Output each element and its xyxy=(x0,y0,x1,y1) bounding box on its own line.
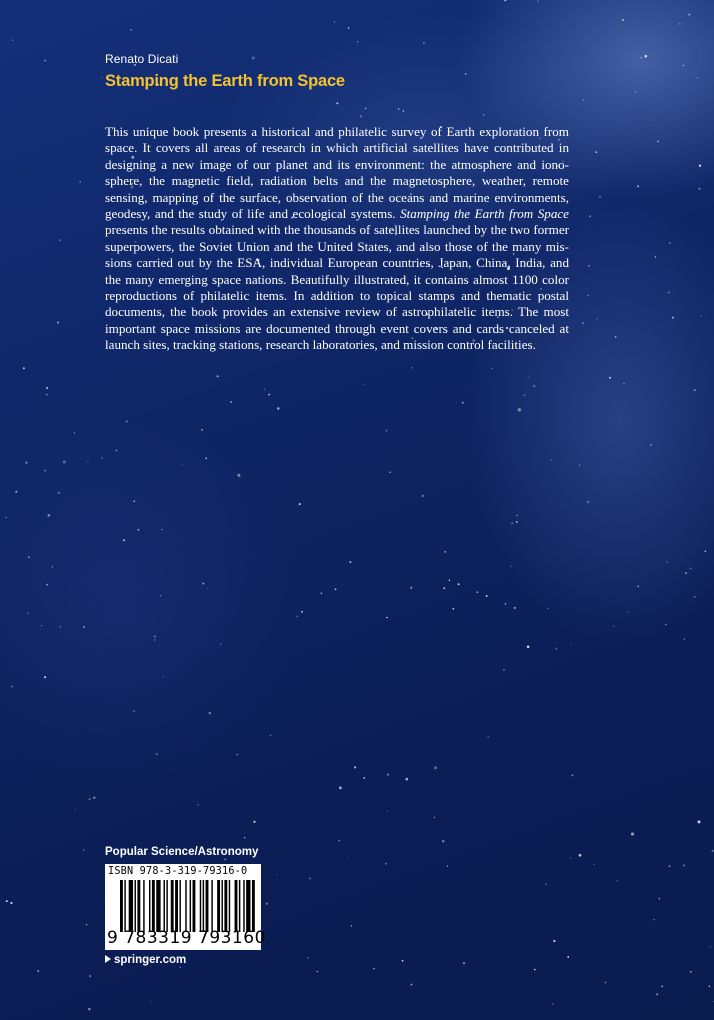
star xyxy=(126,420,128,422)
star xyxy=(46,387,48,389)
star xyxy=(83,626,85,628)
star xyxy=(133,710,135,712)
isbn-barcode xyxy=(105,864,266,950)
star xyxy=(710,946,711,947)
description-text-2: presents the results obtained with the thousands of satellites launched by the two former superpowers, the Soviet Union and the United States, and also those of the many missions carried out by the ESA, individual European countries, Japan, China, India, and the many emerging space nations. Beautifully illustrated, it contains almost 1100 color reproductions of philatelic items. In addition to topical stamps and thematic postal documents, the book provides an extensive review of astrophilatelic items. The most important space missions are documented through event covers and cards canceled at launch sites, tracking stations, research laboratories, and mission control facilities. xyxy=(105,222,569,353)
star xyxy=(207,588,208,589)
star xyxy=(5,517,7,519)
star xyxy=(638,586,639,587)
description-title-italic: Stamping the Earth from Space xyxy=(400,206,569,222)
star xyxy=(363,384,364,385)
star xyxy=(669,865,671,867)
star xyxy=(477,591,479,593)
star xyxy=(37,970,39,972)
barcode-bar xyxy=(175,880,178,932)
star xyxy=(588,295,590,297)
star xyxy=(59,240,60,241)
star xyxy=(410,587,412,589)
star xyxy=(657,141,659,143)
barcode-bar xyxy=(166,880,167,932)
star xyxy=(386,617,388,619)
star xyxy=(41,625,42,626)
star xyxy=(198,804,199,805)
star xyxy=(443,587,445,589)
star xyxy=(411,367,413,369)
star xyxy=(86,924,87,925)
star xyxy=(463,962,465,964)
star xyxy=(659,898,661,900)
star xyxy=(201,429,203,431)
star xyxy=(389,471,391,473)
isbn-label: ISBN 978-3-319-79316-0 xyxy=(108,866,248,877)
star xyxy=(60,626,62,628)
star xyxy=(640,57,641,58)
barcode-bar xyxy=(185,880,186,932)
barcode-bar xyxy=(129,880,133,932)
star xyxy=(209,712,212,715)
star xyxy=(637,185,639,187)
star xyxy=(220,644,221,645)
star xyxy=(452,608,454,610)
star xyxy=(405,778,408,781)
star xyxy=(123,539,125,541)
star xyxy=(644,55,647,58)
star xyxy=(685,572,687,574)
star xyxy=(701,315,702,316)
star xyxy=(296,615,298,617)
star xyxy=(154,636,156,638)
star xyxy=(516,521,518,523)
barcode-bar xyxy=(137,880,140,932)
star xyxy=(317,971,318,972)
star xyxy=(301,611,303,613)
star xyxy=(237,754,238,755)
star xyxy=(511,522,513,524)
star xyxy=(89,798,91,800)
star xyxy=(423,42,425,44)
star xyxy=(527,646,530,649)
star xyxy=(373,968,374,969)
star xyxy=(605,982,606,983)
star xyxy=(6,900,8,902)
star xyxy=(116,450,118,452)
star xyxy=(617,880,618,881)
star xyxy=(156,753,158,755)
star xyxy=(270,735,271,736)
barcode-bar xyxy=(135,880,136,932)
star xyxy=(57,322,59,324)
star xyxy=(487,736,489,738)
star xyxy=(349,561,351,563)
star xyxy=(23,367,25,369)
star xyxy=(244,837,245,838)
star xyxy=(589,215,591,217)
star xyxy=(307,957,309,959)
star xyxy=(524,394,526,396)
star xyxy=(266,903,268,905)
star xyxy=(553,940,555,942)
barcode-bar xyxy=(246,880,250,932)
barcode-bar xyxy=(193,880,196,932)
star xyxy=(688,14,690,16)
star xyxy=(447,866,448,867)
star xyxy=(387,810,388,811)
star xyxy=(202,583,204,585)
barcode-bar xyxy=(243,880,244,932)
star xyxy=(668,291,670,293)
star xyxy=(547,608,548,609)
star xyxy=(588,265,590,267)
star xyxy=(336,102,338,104)
star xyxy=(160,595,161,596)
star xyxy=(217,375,219,377)
star xyxy=(628,612,629,613)
star xyxy=(444,551,446,553)
star xyxy=(434,766,437,769)
star xyxy=(277,407,279,409)
star xyxy=(101,77,102,78)
star xyxy=(130,29,131,30)
star xyxy=(698,188,700,190)
star xyxy=(402,960,404,962)
barcode-bar xyxy=(149,880,150,932)
star xyxy=(411,984,413,986)
star xyxy=(505,603,506,604)
star xyxy=(161,529,162,530)
star xyxy=(582,99,584,101)
star xyxy=(182,464,183,465)
star xyxy=(87,461,88,462)
star xyxy=(582,322,583,323)
star xyxy=(705,550,707,552)
star xyxy=(579,465,580,466)
star xyxy=(75,809,76,810)
star xyxy=(44,60,46,62)
star xyxy=(10,902,12,904)
star xyxy=(465,73,467,75)
triangle-arrow-icon xyxy=(105,955,111,963)
star xyxy=(163,676,164,677)
star xyxy=(79,181,81,183)
star xyxy=(385,429,387,431)
barcode-bar xyxy=(239,880,240,932)
star xyxy=(276,874,277,875)
barcode-bar xyxy=(200,880,201,932)
star xyxy=(545,883,547,885)
star xyxy=(572,775,574,777)
star xyxy=(655,256,657,258)
star xyxy=(698,820,701,823)
star xyxy=(154,639,156,641)
star xyxy=(483,114,484,115)
star xyxy=(631,832,634,835)
star xyxy=(101,457,103,459)
book-title: Stamping the Earth from Space xyxy=(105,72,345,90)
barcode-bar xyxy=(156,880,160,932)
barcode-bar xyxy=(206,880,209,932)
book-description xyxy=(105,124,569,354)
star xyxy=(268,394,270,396)
star xyxy=(58,492,60,494)
star xyxy=(503,669,505,671)
star xyxy=(555,648,557,650)
star xyxy=(665,624,666,625)
barcode-bar xyxy=(143,880,144,932)
star xyxy=(599,196,600,197)
star xyxy=(690,567,692,569)
star xyxy=(595,151,597,153)
star xyxy=(667,561,668,562)
star xyxy=(385,863,387,865)
star xyxy=(335,588,337,590)
description-text-1: This unique book presents a historical and philatelic survey of Earth exploration from space. It covers all areas of research in which artificial satellites have contributed in designing a new image of our planet and its environment: the atmosphere and ionosphere, the magnetic field, radiation belts and the magnetosphere, weather, remote sensing, mapping of the surface, observation of the oceans and marine environments, geodesy, and the study of life and ecological systems. xyxy=(105,124,569,222)
star xyxy=(683,864,685,866)
ean-digits: 9 783319 793160 xyxy=(107,928,266,948)
star xyxy=(83,849,85,851)
barcode-bar xyxy=(164,880,165,932)
star xyxy=(47,514,50,517)
star xyxy=(656,993,658,995)
star xyxy=(387,774,389,776)
star xyxy=(623,383,624,384)
star xyxy=(230,401,232,403)
star xyxy=(538,0,539,1)
barcode-bar xyxy=(235,880,238,932)
barcode-bar xyxy=(124,880,125,932)
star xyxy=(365,108,367,110)
star xyxy=(351,925,353,927)
star xyxy=(44,676,46,678)
star xyxy=(699,165,701,167)
star xyxy=(89,975,91,977)
star xyxy=(11,686,13,688)
star xyxy=(510,566,511,567)
star xyxy=(622,19,624,21)
barcode-bar xyxy=(252,880,255,932)
star xyxy=(690,971,692,973)
star xyxy=(518,408,521,411)
star xyxy=(551,459,552,460)
star xyxy=(205,457,207,459)
star xyxy=(516,515,518,517)
star xyxy=(593,864,594,865)
star xyxy=(683,65,684,66)
star xyxy=(613,625,614,626)
star xyxy=(403,110,405,112)
star xyxy=(533,385,535,387)
star xyxy=(360,115,362,117)
star xyxy=(299,503,301,505)
star xyxy=(28,556,30,558)
star xyxy=(25,462,27,464)
star xyxy=(654,919,655,920)
barcode-bar xyxy=(229,880,230,932)
star xyxy=(93,797,95,799)
star xyxy=(596,318,598,320)
barcode-bar xyxy=(120,880,123,932)
star xyxy=(434,817,435,818)
star xyxy=(398,108,399,109)
star xyxy=(661,986,663,988)
star xyxy=(694,389,696,391)
star xyxy=(529,377,530,378)
star xyxy=(570,857,571,858)
barcode-bar xyxy=(217,880,220,932)
star xyxy=(339,840,340,841)
star xyxy=(88,1008,90,1010)
star xyxy=(63,460,66,463)
star xyxy=(552,1003,553,1004)
star xyxy=(504,0,506,1)
star xyxy=(179,967,181,969)
star xyxy=(697,77,698,78)
barcode-bar xyxy=(171,880,174,932)
author-name: Renato Dicati xyxy=(105,52,179,66)
barcode-bar xyxy=(222,880,223,932)
star xyxy=(348,27,350,29)
subject-category: Popular Science/Astronomy xyxy=(105,846,259,858)
star xyxy=(348,857,349,858)
star xyxy=(486,595,488,597)
barcode-bar xyxy=(203,880,204,932)
star xyxy=(334,22,335,23)
star xyxy=(133,500,135,502)
star xyxy=(422,495,424,497)
star xyxy=(534,969,536,971)
star xyxy=(709,986,711,988)
star xyxy=(684,639,685,640)
star xyxy=(52,566,53,567)
star xyxy=(672,317,674,319)
star xyxy=(252,56,255,59)
star xyxy=(679,23,681,25)
star xyxy=(309,877,311,879)
star xyxy=(462,402,464,404)
star xyxy=(711,850,713,852)
star xyxy=(253,821,255,823)
star xyxy=(138,529,140,531)
star xyxy=(15,491,17,493)
barcode-bar xyxy=(224,880,227,932)
star xyxy=(12,39,13,40)
star xyxy=(635,91,636,92)
star xyxy=(46,584,48,586)
star xyxy=(442,840,445,843)
star xyxy=(491,368,492,369)
star xyxy=(46,394,47,395)
star xyxy=(237,474,240,477)
star xyxy=(570,644,571,645)
star xyxy=(609,377,611,379)
barcode-bar xyxy=(179,880,180,932)
publisher-link[interactable] xyxy=(105,954,186,966)
star xyxy=(27,613,28,614)
star xyxy=(514,607,516,609)
star xyxy=(587,501,590,504)
star xyxy=(669,242,670,243)
barcode-bar xyxy=(190,880,191,932)
star xyxy=(458,583,460,585)
star xyxy=(354,766,356,768)
star xyxy=(74,432,75,433)
star xyxy=(694,596,696,598)
star xyxy=(567,956,569,958)
star xyxy=(44,470,46,472)
star xyxy=(264,389,265,390)
star xyxy=(357,41,358,42)
star xyxy=(339,787,342,790)
star xyxy=(579,854,582,857)
star xyxy=(615,336,616,337)
barcode-bar xyxy=(152,880,155,932)
barcode-bar xyxy=(211,880,212,932)
star xyxy=(321,592,322,593)
star xyxy=(151,1001,152,1002)
star xyxy=(363,777,365,779)
star xyxy=(650,444,652,446)
star xyxy=(224,859,226,861)
star xyxy=(449,580,451,582)
publisher-url: springer.com xyxy=(114,954,187,966)
